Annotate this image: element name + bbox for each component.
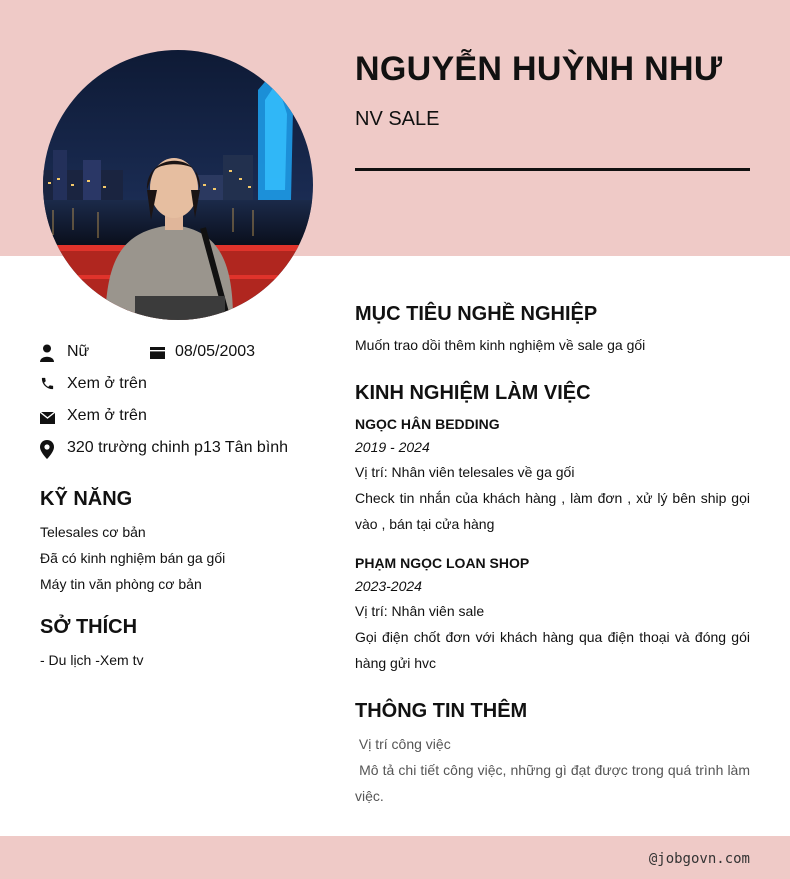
job-company: PHẠM NGỌC LOAN SHOP — [355, 555, 530, 571]
skills-title: KỸ NĂNG — [40, 488, 133, 510]
mail-icon — [40, 411, 56, 429]
job-company: NGỌC HÂN BEDDING — [355, 416, 500, 432]
job-period: 2019 - 2024 — [355, 439, 430, 455]
location-pin-icon — [40, 440, 56, 458]
email-value: Xem ở trên — [67, 407, 147, 424]
footer-brand: @jobgovn.com — [648, 851, 750, 867]
experience-title: KINH NGHIỆM LÀM VIỆC — [355, 382, 591, 404]
phone-value: Xem ở trên — [67, 375, 147, 392]
avatar — [43, 50, 313, 320]
job-period: 2023-2024 — [355, 578, 422, 594]
calendar-icon — [150, 344, 166, 362]
job-role: Vị trí: Nhân viên sale — [355, 603, 485, 619]
extra-info-description: Mô tả chi tiết công việc, những gì đạt được trong quá trình làm việc. — [355, 762, 754, 804]
job-role: Vị trí: Nhân viên telesales về ga gối — [355, 464, 575, 480]
candidate-name: NGUYỄN HUỲNH NHƯ — [355, 50, 723, 88]
phone-icon — [40, 376, 56, 394]
skill-item: Máy tin văn phòng cơ bản — [40, 576, 202, 592]
skill-item: Đã có kinh nghiệm bán ga gối — [40, 550, 226, 566]
extra-info-title: THÔNG TIN THÊM — [355, 700, 528, 722]
header-divider — [355, 168, 750, 171]
person-icon — [40, 344, 56, 362]
birthday-value: 08/05/2003 — [175, 343, 256, 360]
gender-value: Nữ — [67, 343, 90, 360]
job-description: Gọi điện chốt đơn với khách hàng qua điện thoại và đóng gói hàng gửi hvc — [355, 629, 750, 671]
address-value: 320 trường chinh p13 Tân bình — [67, 439, 289, 456]
hobbies-title: SỞ THÍCH — [40, 616, 138, 638]
job-position: NV SALE — [355, 108, 440, 130]
hobbies-text: - Du lịch -Xem tv — [40, 652, 144, 668]
objective-title: MỤC TIÊU NGHỀ NGHIỆP — [355, 303, 598, 325]
objective-text: Muốn trao dồi thêm kinh nghiệm về sale ga gối — [355, 337, 646, 353]
job-description: Check tin nhắn của khách hàng , làm đơn , xử lý bên ship gọi vào , bán tại cửa hàng — [355, 490, 750, 532]
extra-info-line: Vị trí công việc — [355, 736, 451, 752]
skill-item: Telesales cơ bản — [40, 524, 146, 540]
